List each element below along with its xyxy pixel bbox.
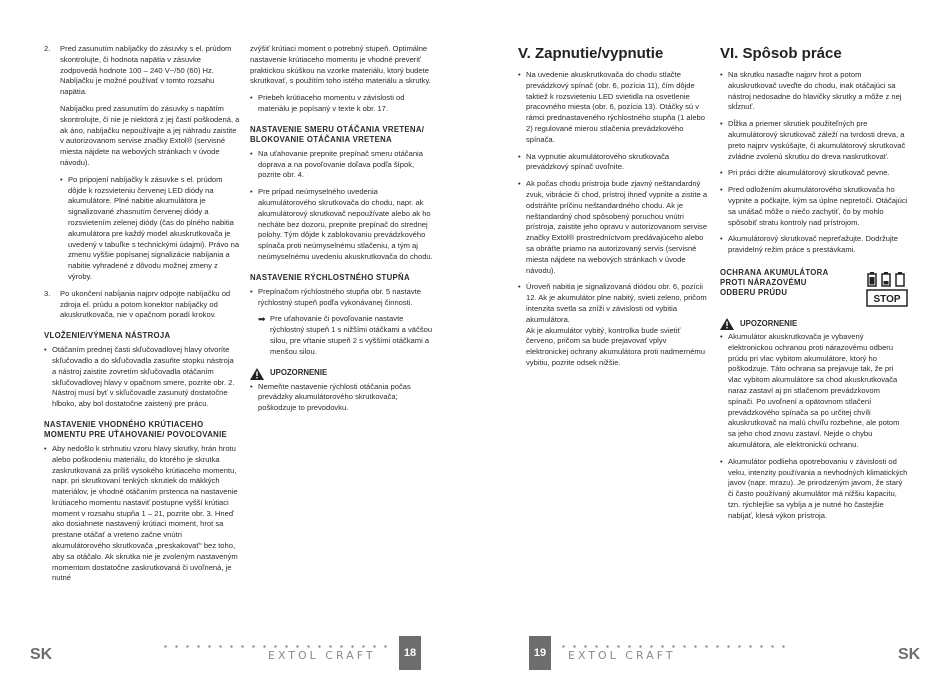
warning-label: UPOZORNENIE bbox=[270, 368, 328, 378]
bullet-item: • Na uvedenie akuskrutkovača do chodu stlačte prevádzkový spínač (obr. 6, pozícia 11), čím dôjde taktiež k rozsvieteniu LED svietidla na osvetlenie pracovného miesta (obr. 6, pozícia 13). Otáčky sú v rámci prednastaveného rýchlostného stupňa (1 alebo 2) regulované mierou stlačenia prevádzkového spínača. bbox=[518, 70, 708, 146]
bullet-text: Na vypnutie akumulátorového skrutkovača prevádzkový spínač uvoľnite. bbox=[526, 151, 670, 172]
section-title: V. Zapnutie/vypnutie bbox=[518, 45, 664, 62]
bullet-item: • Pri práci držte akumulátorový skrutkovač pevne. bbox=[720, 168, 890, 178]
arrow-right-icon: ➡ bbox=[258, 314, 266, 325]
section-heading: OCHRANA AKUMULÁTORA PROTI NÁRAZOVÉMU ODBERU PRÚDU bbox=[720, 267, 829, 297]
paragraph: Ak je akumulátor vybitý, kontrolka bude svietiť červeno, pričom sa bude prejavovať vplyv elektronickej ochrany akumulátora proti nadmernému vybitiu, pozrite odsek nižšie. bbox=[526, 325, 705, 367]
bullet-text: Akumulátorový skrutkovač nepreťažujte. Dodržujte pravidelný režim práce s prestávkami. bbox=[728, 234, 898, 255]
column-4 bbox=[720, 44, 908, 528]
item-text: Po ukončení nabíjania najprv odpojte nabíjačku od zdroja el. prúdu a potom konektor nabíjačky od akuskrutkovača, nie v opačnom poradí krokov. bbox=[60, 288, 231, 320]
column-2 bbox=[250, 44, 434, 420]
language-code-right: SK bbox=[898, 646, 921, 663]
brand-logo-left: EXTOL CRAFT bbox=[268, 649, 376, 662]
bullet-text: Prepínačom rýchlostného stupňa obr. 5 nastavte rýchlostný stupeň podľa vykonávanej činnosti. bbox=[258, 286, 421, 307]
bullet-item: • Prepínačom rýchlostného stupňa obr. 5 nastavte rýchlostný stupeň podľa vykonávanej činnosti. bbox=[250, 287, 434, 309]
section-heading: NASTAVENIE SMERU OTÁČANIA VRETENA/ BLOKOVANIE OTÁČANIA VRETENA bbox=[250, 124, 425, 144]
item-number: 2. bbox=[44, 44, 51, 53]
bullet-text: Aby nedošlo k strhnutiu vzoru hlavy skrutky, hrán hrotu alebo poškodeniu materiálu, do ktorého je skrutka zaskrutkovaná za príliš vysokého krútiaceho momentu, napr. pri skrutkovaní tenkých skrutiek do mäkkých materiálov, je vhodné otáčaním prstenca na nastavenie krútiaceho momentu nastaviť postupne vyšší krútiaci moment v rozsahu stupňa 1 – 21, pozrite obr. 3. Hneď ako dosiahnete nastavený krútiaci moment, hrot sa prestane otáčať a vreteno začne vnútri akumulátorového skrutkovača „preskakovať“ bez toho, aby sa otáčalo. Ak skrutka nie je zvoleným nastaveným momentom dostatočne zaskrutkovaná či uvoľnená, je nutné bbox=[52, 443, 238, 583]
bullet-item: • Pre prípad neúmyselného uvedenia akumulátorového skrutkovača do chodu, napr. ak akumulátorový skrutkovač nepoužívate alebo ak ho necháte bez dozoru, prepnite prepínač do strednej polohy. Tým dôjde k zablokovaniu prevádzkového spínača proti neúmyselnému stlačeniu, a tým aj neúmyselnému uvedeniu akuskrutkovača do chodu. bbox=[250, 187, 433, 261]
page-number-left: 18 bbox=[399, 636, 421, 670]
paragraph: zvýšiť krútiaci moment o potrebný stupeň. Optimálne nastavenie krútiaceho momentu je vhodné preveriť praktickou skúškou na vzorke materiálu, ktorý budete skrutkovať, s použitím toho istého materiálu a skrutky. bbox=[250, 44, 431, 86]
bullet-item: • Akumulátor akuskrutkovača je vybavený elektronickou ochranou proti nárazovému odberu prúdu pri vlac vybitom akumulátore, ktorý ho poškodzuje. Táto ochrana sa prejavuje tak, že pri vlac vybitom akumulátore sa chod akuskrutkovača naraz zastaví aj pri stlačenom prevádzkovom spínači. Po uvoľnení a opätovnom stlačení prevádzkového spínača sa po určitej chvíli akuskrutkovač na malú chvíľu rozbehne, ale potom sa jeho chod znovu zastaví. Nejde o chybu akumulátora, ale elektronickú ochranu. bbox=[720, 332, 908, 451]
bullet-item: • Na vypnutie akumulátorového skrutkovača prevádzkový spínač uvoľnite. bbox=[518, 152, 708, 174]
warning-triangle-icon bbox=[720, 318, 734, 330]
bullet-text: Dĺžka a priemer skrutiek použiteľných pre akumulátorový skrutkovač záleží na tvrdosti dreva, a preto najprv vyskúšajte, či akumulátorový skrutkovač zvládne zvolenú skrutku do dreva naskrutkovať. bbox=[728, 119, 906, 161]
bullet-text: Pre prípad neúmyselného uvedenia akumulátorového skrutkovača do chodu, napr. ak akumulátorový skrutkovač nepoužívate alebo ak ho necháte bez dozoru, prepnite prepínač do strednej polohy. Tým dôjde k zablokovaniu prevádzkového spínača proti neúmyselnému stlačeniu, a tým aj neúmyselnému uvedeniu akuskrutkovača do chodu. bbox=[258, 187, 433, 261]
bullet-text: Pri práci držte akumulátorový skrutkovač pevne. bbox=[728, 168, 890, 178]
section-heading: VLOŽENIE/VÝMENA NÁSTROJA bbox=[44, 331, 171, 341]
bullet-text: Priebeh krútiaceho momentu v závislosti od materiálu je popísaný v texte k obr. 17. bbox=[258, 93, 405, 113]
bullet-text: Akumulátor podlieha opotrebovaniu v závislosti od veku, intenzity používania a nevhodných klimatických javov (napr. mrazu). Je prirodzeným javom, že starý či často používaný akumulátor má nižšiu kapacitu, tzn. rýchlejšie sa vybíja a je nutné ho častejšie nabíjať, klesá výkon prístroja. bbox=[728, 456, 908, 520]
bullet-text: Na uvedenie akuskrutkovača do chodu stlačte prevádzkový spínač (obr. 6, pozícia 11), čím dôjde taktiež k rozsvieteniu LED svietidla na osvetlenie pracovného miesta (obr. 6, pozícia 13). Otáčky sú v rámci prednastaveného rýchlostného stupňa (1 alebo 2) regulované mierou stlačenia prevádzkového spínača. bbox=[526, 70, 705, 144]
bullet-text: Otáčaním prednej časti skľučovadlovej hlavy otvoríte skľučovadlo a do skľučovadla zasuňte stopku nástroja a nástroj zaistite zovretím skľučovadla otáčaním skľučovadlovej hlavy v opačnom smere, pozrite obr. 2. Nástroj musí byť v skľučovadle zasunutý dostatočne hlboko, aby bol dostatočne zaistený pre prácu. bbox=[52, 345, 235, 409]
arrow-item bbox=[258, 314, 434, 357]
brand-logo-right: EXTOL CRAFT bbox=[568, 649, 676, 662]
item-number: 3. bbox=[44, 288, 51, 298]
warning-heading bbox=[250, 368, 434, 380]
bullet-item: • Otáčaním prednej časti skľučovadlovej hlavy otvoríte skľučovadlo a do skľučovadla zasuňte stopku nástroja a nástroj zaistite zovretím skľučovadla otáčaním skľučovadlovej hlavy v opačnom smere, pozrite obr. 2. Nástroj musí byť v skľučovadle zasunutý dostatočne hlboko, aby bol dostatočne zaistený pre prácu. bbox=[44, 345, 240, 410]
bullet-item: • Na uťahovanie prepnite prepínač smeru otáčania doprava a na povoľovanie doľava podľa šípok, pozrite obr. 4. bbox=[250, 149, 434, 181]
bullet-item: • Pred odložením akumulátorového skrutkovača ho vypnite a počkajte, kým sa úplne nepretočí. Otáčajúci sa unášač môže o niečo zachytiť, čo by mohlo spôsobiť stratu kontroly nad prístrojom. bbox=[720, 185, 908, 227]
battery-stop-icon bbox=[866, 266, 908, 308]
bullet-item: • Ak počas chodu prístroja bude zjavný neštandardný zvuk, vibrácie či chod, prístroj ihneď vypnite a zistite a odstráňte príčinu neštandardného chodu. Ak je neštandardný chod spôsobený poruchou vnútri prístroja, zaistite jeho opravu v autorizovanom servise značky Extol® prostredníctvom predávajúceho alebo sa obráťte priamo na autorizovaný servis (servisné miesta nájdete na webových stránkach v úvode návodu). bbox=[518, 179, 708, 275]
bullet-text: Na uťahovanie prepnite prepínač smeru otáčania doprava a na povoľovanie doľava podľa šípok, pozrite obr. 4. bbox=[258, 148, 423, 180]
warning-label: UPOZORNENIE bbox=[740, 318, 798, 328]
bullet-item: • Dĺžka a priemer skrutiek použiteľných pre akumulátorový skrutkovač záleží na tvrdosti dreva, a preto najprv vyskúšajte, či akumulátorový skrutkovač zvládne zvolenú skrutku do dreva naskrutkovať. bbox=[720, 119, 908, 162]
column-1 bbox=[44, 44, 240, 590]
bullet-item: • Na skrutku nasaďte najprv hrot a potom akuskrutkovač uveďte do chodu, inak otáčajúci sa nástroj nedosadne do hlavičky skrutky a môže z nej skĺznuť. bbox=[720, 70, 908, 113]
item-text: Pred zasunutím nabíjačky do zásuvky s el. prúdom skontrolujte, či hodnota napätia v zásuvke zodpovedá hodnote 100 – 240 V~/50 (60) Hz. Nabíjačku je možné používať v tomto rozsahu napätia. bbox=[60, 44, 232, 97]
numbered-item-2 bbox=[44, 44, 240, 98]
paragraph: Nabíjačku pred zasunutím do zásuvky s napätím skontrolujte, či nie je niektorá z jej častí poškodená, a ak áno, nabíjačku nepoužívajte a jej náhradu zaistite v autorizovanom servise značky Extol® (servisné miesta nájdete na webových stránkach v úvode návodu). bbox=[60, 103, 240, 167]
bullet-item: • Úroveň nabitia je signalizovaná diódou obr. 6, pozícii 12. Ak je akumulátor plne nabitý, svieti zeleno, pričom intenzita svetla sa zníži v závislosti od vybitia akumulátora. bbox=[518, 282, 707, 324]
footer-dots-right bbox=[558, 645, 790, 648]
warning-heading bbox=[720, 318, 908, 330]
protection-header bbox=[720, 266, 908, 308]
stop-label: STOP bbox=[873, 293, 901, 305]
bullet-item: • Akumulátorový skrutkovač nepreťažujte. Dodržujte pravidelný režim práce s prestávkami. bbox=[720, 234, 908, 256]
bullet-item: • Aby nedošlo k strhnutiu vzoru hlavy skrutky, hrán hrotu alebo poškodeniu materiálu, do ktorého je skrutka zaskrutkovaná za príliš vysokého krútiaceho momentu, napr. pri skrutkovaní tenkých skrutiek do mäkkých materiálov, je vhodné otáčaním prstenca na nastavenie krútiaceho momentu nastaviť postupne vyšší krútiaci moment v rozsahu stupňa 1 – 21, pozrite obr. 3. Hneď ako dosiahnete nastavený krútiaci moment, hrot sa prestane otáčať a vreteno začne vnútri akumulátorového skrutkovača „preskakovať“ bez toho, aby sa otáčalo. Ak skrutka nie je zvoleným nastaveným momentom dostatočne zaskrutkovaná či uvoľnená, je nutné bbox=[44, 444, 240, 584]
section-title: VI. Spôsob práce bbox=[720, 45, 842, 62]
section-heading: NASTAVENIE VHODNÉHO KRÚTIACEHO MOMENTU PRE UŤAHOVANIE/ POVOĽOVANIE bbox=[44, 419, 228, 439]
language-code-left: SK bbox=[30, 646, 53, 663]
bullet-item: • Nemeňte nastavenie rýchlosti otáčania počas prevádzky akumulátorového skrutkovača; poškodzuje to prevodovku. bbox=[250, 382, 434, 414]
arrow-text: Pre uťahovanie či povoľovanie nastavte rýchlostný stupeň 1 s nižšími otáčkami a väčšou silou, pre vŕtanie stupeň 2 s vyššími otáčkami a menšou silou. bbox=[270, 314, 433, 356]
page-number-right: 19 bbox=[529, 636, 551, 670]
bullet-text: Úroveň nabitia je signalizovaná diódou obr. 6, pozícii 12. Ak je akumulátor plne nabitý, svieti zeleno, pričom intenzita svetla sa zníži v závislosti od vybitia akumulátora. bbox=[526, 282, 707, 324]
footer-dots-left bbox=[160, 645, 392, 648]
warning-triangle-icon bbox=[250, 368, 264, 380]
bullet-text: Po pripojení nabíjačky k zásuvke s el. prúdom dôjde k rozsvieteniu červenej LED diódy na akumulátore. Plné nabitie akumulátora je signalizované zhasnutím červenej diódy a rozsvietením zelenej diódy (čas do plného nabitia akumulátora pre každý model akuskrutkovača je uvedený v tabuľke s technickými údajmi). Právo na zmenu vyššie popísanej signalizácie nabíjania a nabitie vyhradené z dôvodu možnej zmeny z výroby. bbox=[68, 174, 240, 281]
bullet-text: Pred odložením akumulátorového skrutkovača ho vypnite a počkajte, kým sa úplne nepretočí. Otáčajúci sa unášač môže o niečo zachytiť, čo by mohlo spôsobiť stratu kontroly nad prístrojom. bbox=[728, 185, 908, 227]
section-heading: NASTAVENIE RÝCHLOSTNÉHO STUPŇA bbox=[250, 272, 410, 282]
bullet-text: Akumulátor akuskrutkovača je vybavený elektronickou ochranou proti nárazovému odberu prúdu pri vlac vybitom akumulátore, ktorý ho poškodzuje. Táto ochrana sa prejavuje tak, že pri vlac vybitom akumulátore sa chod akuskrutkovača naraz zastaví aj pri stlačenom prevádzkovom spínači. Po uvoľnení a opätovnom stlačení prevádzkového spínača sa po určitej chvíli akuskrutkovač na malú chvíľu rozbehne, ale potom sa jeho chod znovu zastaví. Nejde o chybu akumulátora, ale elektronickú ochranu. bbox=[728, 331, 900, 449]
bullet-item: • Akumulátor podlieha opotrebovaniu v závislosti od veku, intenzity používania a nevhodných klimatických javov (napr. mrazu). Je prirodzeným javom, že starý či často používaný akumulátor má nižšiu kapacitu, tzn. rýchlejšie sa vybíja a je nutné ho častejšie nabíjať, klesá výkon prístroja. bbox=[720, 456, 908, 520]
column-3 bbox=[518, 44, 708, 375]
numbered-item-3 bbox=[44, 289, 240, 321]
bullet-item: • Priebeh krútiaceho momentu v závislosti od materiálu je popísaný v texte k obr. 17. bbox=[250, 93, 434, 115]
bullet-text: Ak počas chodu prístroja bude zjavný neštandardný zvuk, vibrácie či chod, prístroj ihneď vypnite a zistite a odstráňte príčinu neštandardného chodu. Ak je neštandardný chod spôsobený poruchou vnútri prístroja, zaistite jeho opravu v autorizovanom servise značky Extol® prostredníctvom predávajúceho alebo sa obráťte priamo na autorizovaný servis (servisné miesta nájdete na webových stránkach v úvode návodu). bbox=[526, 179, 708, 275]
bullet-item: • Po pripojení nabíjačky k zásuvke s el. prúdom dôjde k rozsvieteniu červenej LED diódy na akumulátore. Plné nabitie akumulátora je signalizované zhasnutím červenej diódy a rozsvietením zelenej diódy (čas do plného nabitia akumulátora pre každý model akuskrutkovača je uvedený v tabuľke s technickými údajmi). Právo na zmenu vyššie popísanej signalizácie nabíjania a nabitie vyhradené z dôvodu možnej zmeny z výroby. bbox=[60, 174, 240, 281]
bullet-text: Na skrutku nasaďte najprv hrot a potom akuskrutkovač uveďte do chodu, inak otáčajúci sa nástroj nedosadne do hlavičky skrutky a môže z nej skĺznuť. bbox=[728, 70, 902, 112]
bullet-text: Nemeňte nastavenie rýchlosti otáčania počas prevádzky akumulátorového skrutkovača; poškodzuje to prevodovku. bbox=[258, 381, 411, 413]
